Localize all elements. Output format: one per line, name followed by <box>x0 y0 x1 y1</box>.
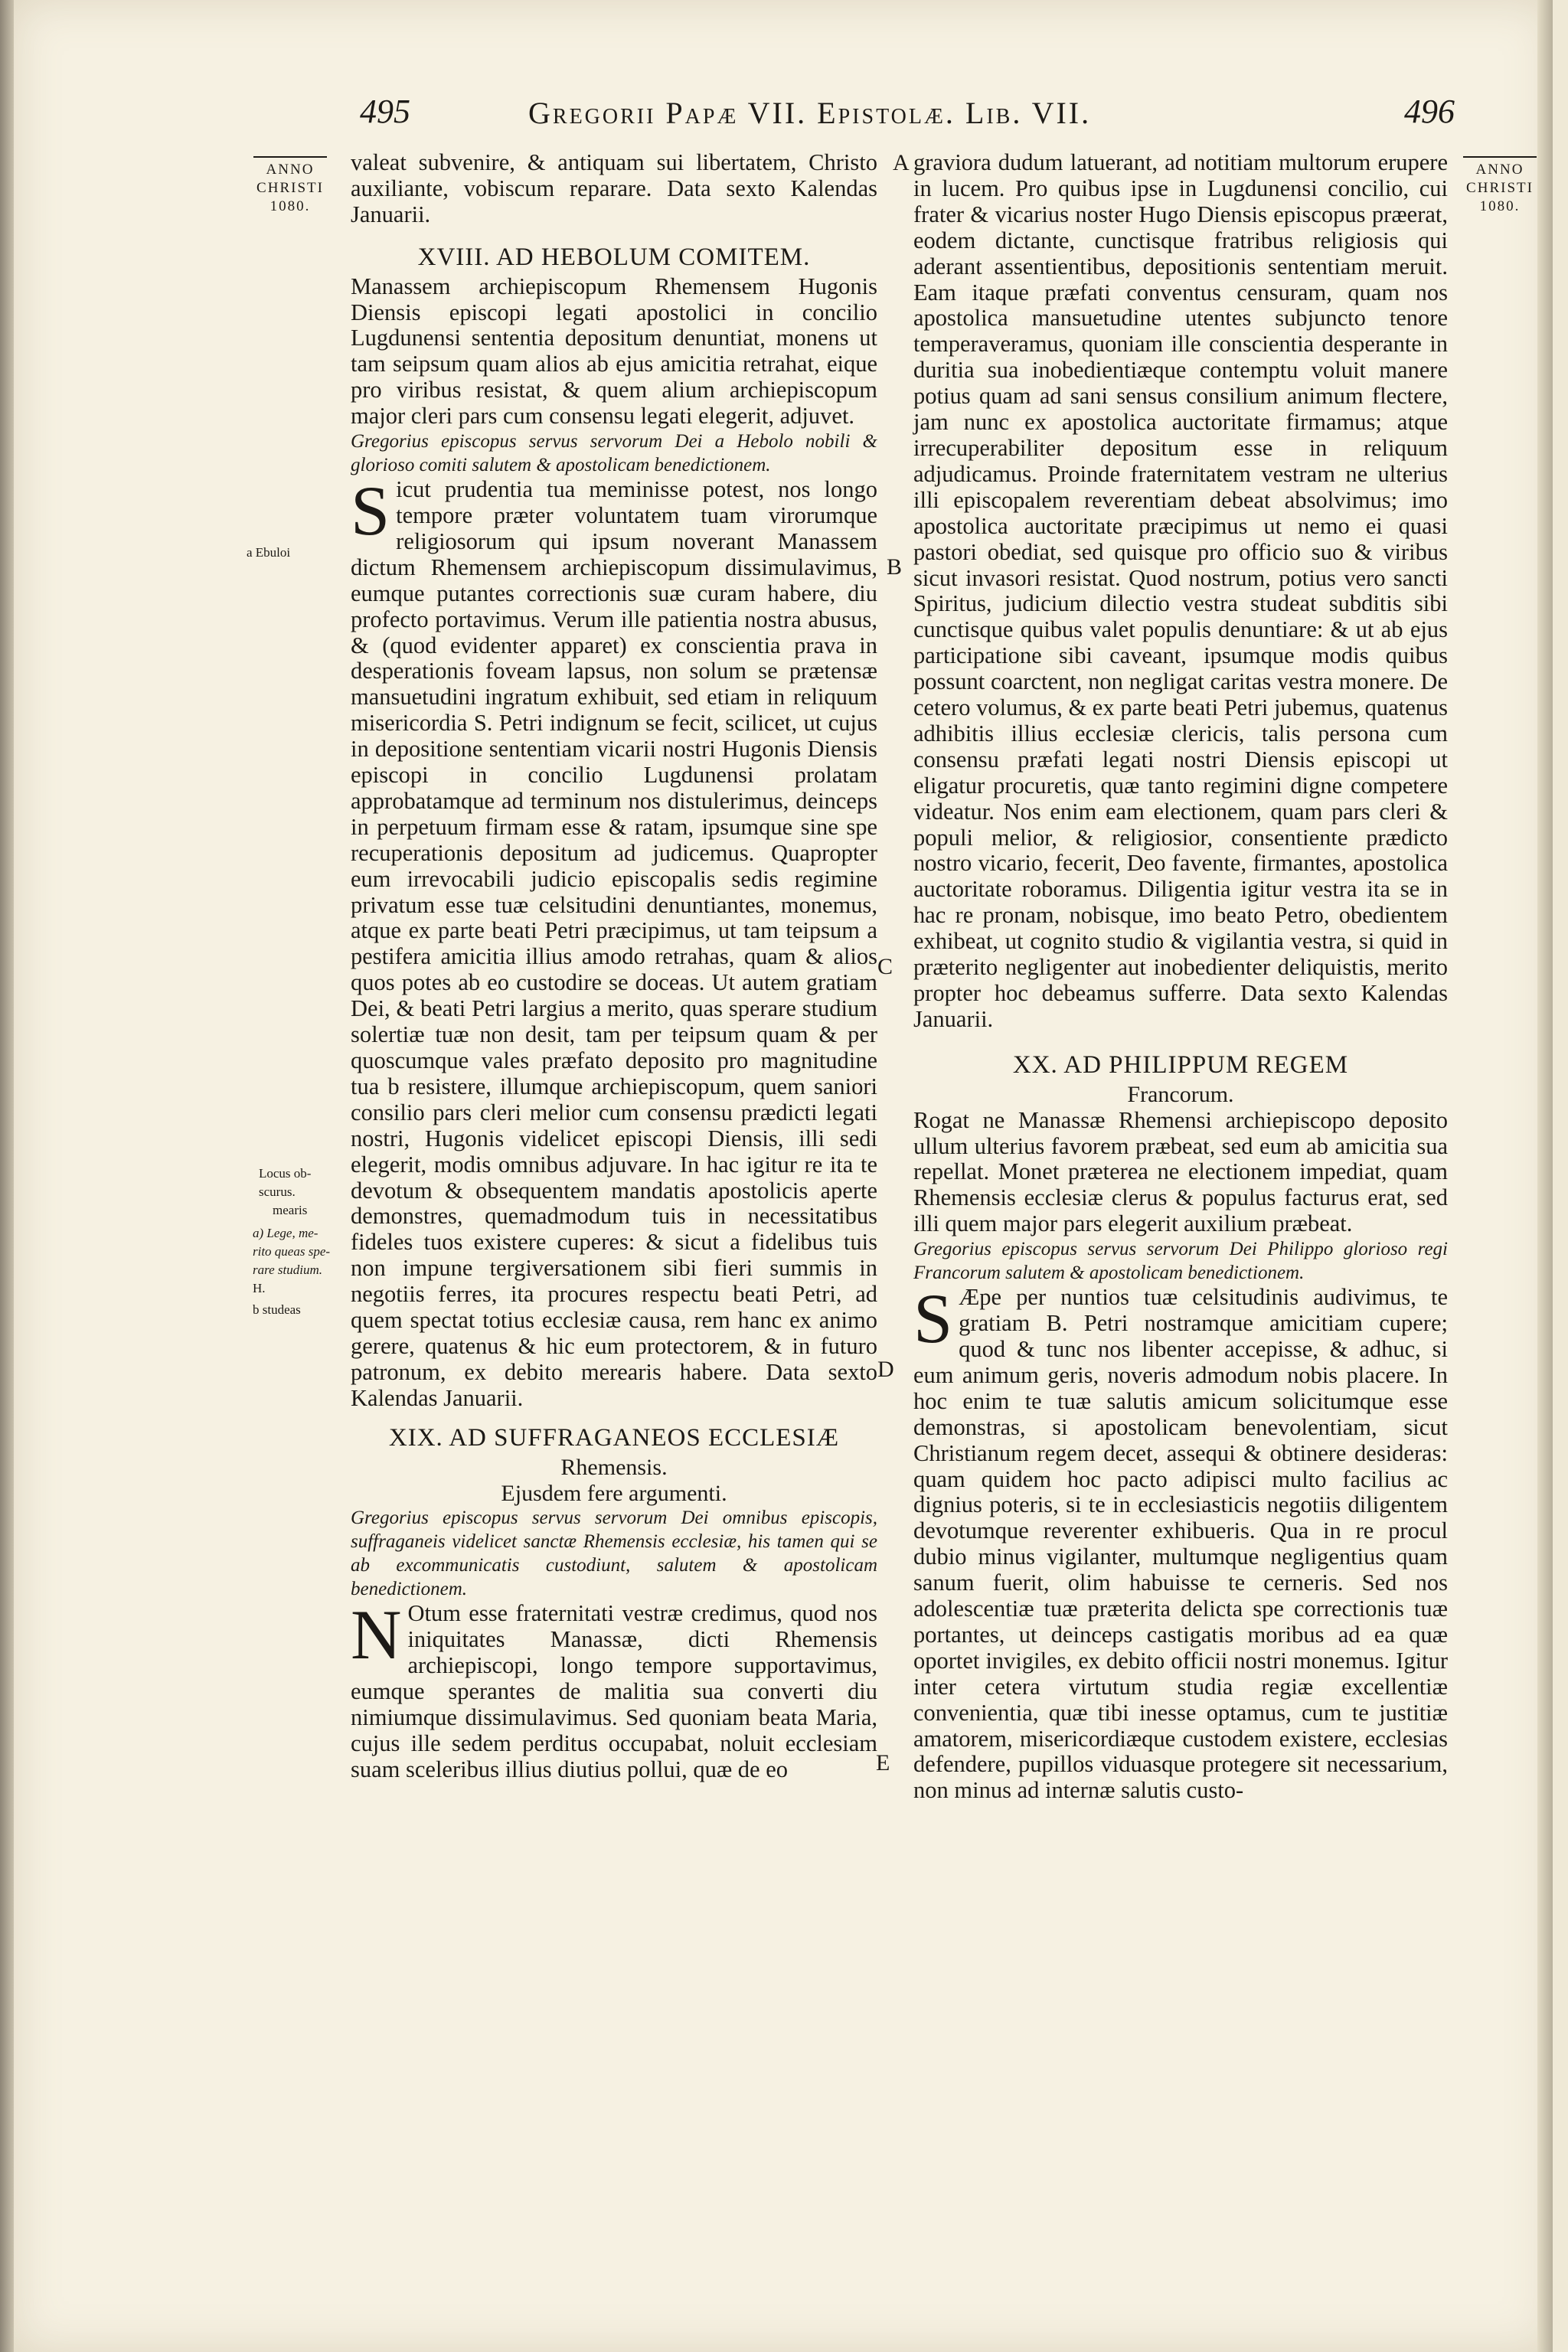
letter-salutation: Gregorius episcopus servus servorum Dei omnibus episcopis, suffraganeis videlicet sanctæ Rhemensis ecclesiæ, his tamen qui se ab excommunicatis custodiunt, salutem & apostolicam benedictionem. <box>351 1508 877 1600</box>
section-letter-c: C <box>877 954 893 979</box>
continued-text: graviora dudum latuerant, ad notitiam multorum erupere in lucem. Pro quibus ipse in Lugdunensi concilio, cui frater & vicarius noster Hugo Diensis episcopus præerat, eodem dictante, cunctisque fratribus religiosis qui aderant assentientibus, depositionis sententiam meruit. Eam itaque præfati conventus censuram, quam nos apostolica mansuetudine utentes subjuncto tenore temperaveramus, quoniam ille conscientia desperante in duritia sua inobedientiæque contemptu voluit manere potius quam ad sani sensus consilium animum flectere, jam nunc ex apostolica auctoritate firmamus; atque irrecuperabiliter depositum esse in reliquum adjudicamus. Proinde fraternitatem vestram ne ulterius illi episcopalem reverentiam debeat absolvimus; imo apostolica auctoritate præcipimus ut nemo ei quasi pastori obediat, sed quisque pro officio suo & viribus sicut invasori resistat. Quod nostrum, potius vero sancti Spiritus, judicium dilectio vestra studeat subditis sibi cunctisque quibus valet populis denuntiare: & ut ab ejus participatione sibi caveant, ipsumque modis quibus possunt coarctent, non negligat caritas vestra monere. De cetero volumus, & ex parte beati Petri jubemus, quatenus adhibitis illius ecclesiæ clericis, talis persona cum consensu præfati legati nostri Diensis episcopi ut eligatur procuretis, quæ tanto regimini digne competere videatur. Nos enim eam electionem, quam pars cleri & populi melior, & religiosior, consentiente prædicto nostro vicario, fecerit, Deo favente, firmantes, apostolica auctoritate roboramus. Diligentia igitur vestra ita se in hac re pronam, nobisque, imo beato Petro, obedientem exhibeat, ut cognito studio & vigilantia vestra, si quid in præterito negligenter aut inobedienter deliquistis, merito propter hoc debeamus sufferre. Data sexto Kalendas Januarii. <box>913 149 1448 1032</box>
christi-label: CHRISTI <box>1466 180 1534 196</box>
margin-note-ebuloi: a Ebuloi <box>247 545 291 560</box>
drop-cap: N <box>351 1596 402 1674</box>
anno-christi-left <box>248 156 332 216</box>
margin-note-studium: rare studium. <box>253 1263 322 1277</box>
letter-summary: Manassem archiepiscopum Rhemensem Hugonis Diensis episcopi legati apostolici in concilio Lugdunensi sententia depositum denuntiat, monens ut tam seipsum quam alios ab ejus amicitia retrahat, eique pro viribus resistat, & quem alium archiepiscopum major cleri pars cum consensu legati elegerit, adjuvet. <box>351 273 877 430</box>
christi-label: CHRISTI <box>256 180 324 196</box>
page-edge <box>1537 0 1553 2352</box>
section-letter-e: E <box>876 1750 890 1775</box>
anno-year: 1080. <box>1479 198 1521 214</box>
letter-heading-continued: Rhemensis. <box>560 1454 668 1480</box>
letter-salutation: Gregorius episcopus servus servorum Dei Philippo glorioso regi Francorum salutem & apostolicam benedictionem. <box>913 1239 1448 1284</box>
margin-note-h: H. <box>253 1281 266 1295</box>
letter-subheading: Ejusdem fere argumenti. <box>501 1480 727 1506</box>
section-letter-b: B <box>887 554 903 580</box>
margin-note-locus: Locus ob- <box>259 1166 312 1181</box>
section-letter-d: D <box>877 1357 894 1382</box>
running-title: Gregorii Papæ VII. Epistolæ. Lib. VII. <box>528 96 1092 130</box>
letter-heading: XVIII. AD HEBOLUM COMITEM. <box>417 243 811 271</box>
right-column <box>913 150 1448 1804</box>
drop-cap: S <box>351 472 390 550</box>
drop-cap: S <box>913 1279 953 1358</box>
margin-note-lege: a) Lege, me- <box>253 1226 318 1240</box>
letter-body <box>351 472 877 1412</box>
anno-rule <box>1463 156 1537 158</box>
letter-heading: XX. AD PHILIPPUM REGEM <box>1012 1050 1349 1079</box>
continued-text: valeat subvenire, & antiquam sui libertatem, Christo auxiliante, vobiscum reparare. Data sexto Kalendas Januarii. <box>351 149 877 227</box>
left-column <box>351 150 877 1783</box>
anno-year: 1080. <box>270 198 311 214</box>
anno-christi-right <box>1458 156 1542 216</box>
letter-body <box>351 1596 877 1782</box>
letter-body <box>913 1279 1448 1804</box>
section-letter-a: A <box>893 150 910 175</box>
letter-text: Æpe per nuntios tuæ celsitudinis audivimus, te gratiam B. Petri nostramque amicitiam cupere; quod & tunc nos libenter accepisse, & adhuc, si eum animum geris, noveris admodum nobis placere. In hoc enim te tuæ salutis amicum solicitumque esse demonstras, si apostolicam benevolentiam, sicut Christianum regem decet, assequi & obtinere desideras: quam quidem hoc pacto adipisci multo facilius ac dignius poteris, si te in ecclesiasticis negotiis diligentem devotumque reverenter exhibueris. Qua in re procul dubio minus vigilanter, multumque negligentius quam sanum fuerit, olim habuisse te cerneris. Sed nos adolescentiæ tuæ præterita delicta spe correctionis tuæ portantes, ut deinceps castigatis moribus ad ea quæ oportet invigiles, ex debito officii nostri monemus. Igitur inter cetera virtutum studia regiæ excellentiæ convenientia, quæ tibi inesse optamus, cum te justitiæ amatorem, misericordiæque custodem existere, ecclesias defendere, pupillos viduasque protegere sit necessarium, non minus ad internæ salutis custo- <box>913 1284 1448 1804</box>
margin-note-locus-2: scurus. <box>259 1184 296 1199</box>
letter-text: Otum esse fraternitati vestræ credimus, quod nos iniquitates Manassæ, dicti Rhemensis archiepiscopi, longo tempore supportavimus, eumque sperantes de malitia sua converti diu nimiumque dissimulavimus. Sed quoniam beata Maria, cujus ille sedem perditus occupabat, noluit ecclesiam suam sceleribus illius diutius pollui, quæ de eo <box>351 1600 877 1782</box>
letter-heading-continued: Francorum. <box>1127 1081 1234 1107</box>
margin-note-studeas: b studeas <box>253 1302 301 1317</box>
letter-text: icut prudentia tua meminisse potest, nos longo tempore præter voluntatem tuam virorumque religiosorum qui ipsum noverant Manassem dictum Rhemensem archiepiscopum dissimulavimus, eumque putantes correctionis suæ curam habere, diu profecto portavimus. Verum ille patientia nostra abusus, & (quod evidenter apparet) ex conscientia prava in desperationis foveam lapsus, non solum se prætensæ mansuetudini ingratum exhibuit, sed etiam in reliquum misericordia S. Petri indignum se fecit, scilicet, ut cujus in depositione sententiam vicarii nostri Hugonis Diensis episcopi in concilio Lugdunensi prolatam approbatamque ad terminum nos distulerimus, deinceps in perpetuum firmam esse & ratam, ipsumque sine spe recuperationis depositum ad judicemus. Quapropter eum irrevocabili judicio episcopalis sedis regimine privatum esse tuæ celsitudini denuntiantes, monemus, atque ex parte beati Petri præcipimus, ut tam teipsum a pestifera amicitia illius amodo retrahas, quam & alios quos potes ab eo custodire se doceas. Ut autem gratiam Dei, & beati Petri largius a merito, quas sperare studium solertiæ tuæ non desit, tam per teipsum quam & per quoscumque vales præfato deposito pro magnitudine tua b resistere, illumque archiepiscopum, quem saniori consilio pars cleri melior cum consensu prædicti legati nostri, Hugonis videlicet episcopi Diensis, illi sedi elegerit, modis omnibus adjuvare. In hac igitur re ita te devotum & obsequentem mandatis apostolicis aperte demonstres, quemadmodum tuis in necessitatibus fideles tuos existere cuperes: & sicut a fidelibus tuis non impune tergiversationem sibi fieri summis in negotiis ferres, ita procures respectu beati Petri, ad quem spectat totius ecclesiæ causa, rem hanc ex animo gerere, quatenus & hic eum protectorem, & in futuro patronum, ex debito merearis habere. Data sexto Kalendas Januarii. <box>351 476 877 1411</box>
running-header <box>360 92 1455 138</box>
margin-note-rito: rito queas spe- <box>253 1244 331 1259</box>
page-number-left: 495 <box>360 93 410 130</box>
page-number-right: 496 <box>1404 93 1455 130</box>
letter-summary: Rogat ne Manassæ Rhemensi archiepiscopo deposito ullum ulterius favorem præbeat, sed eum ab amicitia sua repellat. Monet præterea ne electionem impediat, quam Rhemensis ecclesiæ clerus & populus facturus erat, sed illi quem major pars elegerit auxilium præbeat. <box>913 1106 1448 1237</box>
anno-label: ANNO <box>266 162 315 178</box>
letter-salutation: Gregorius episcopus servus servorum Dei a Hebolo nobili & glorioso comiti salutem & apostolicam benedictionem. <box>351 431 877 476</box>
letter-heading: XIX. AD SUFFRAGANEOS ECCLESIÆ <box>388 1423 840 1452</box>
book-binding <box>0 0 14 2352</box>
margin-note-mearis: mearis <box>273 1203 308 1217</box>
anno-label: ANNO <box>1475 162 1524 178</box>
anno-rule <box>253 156 327 158</box>
